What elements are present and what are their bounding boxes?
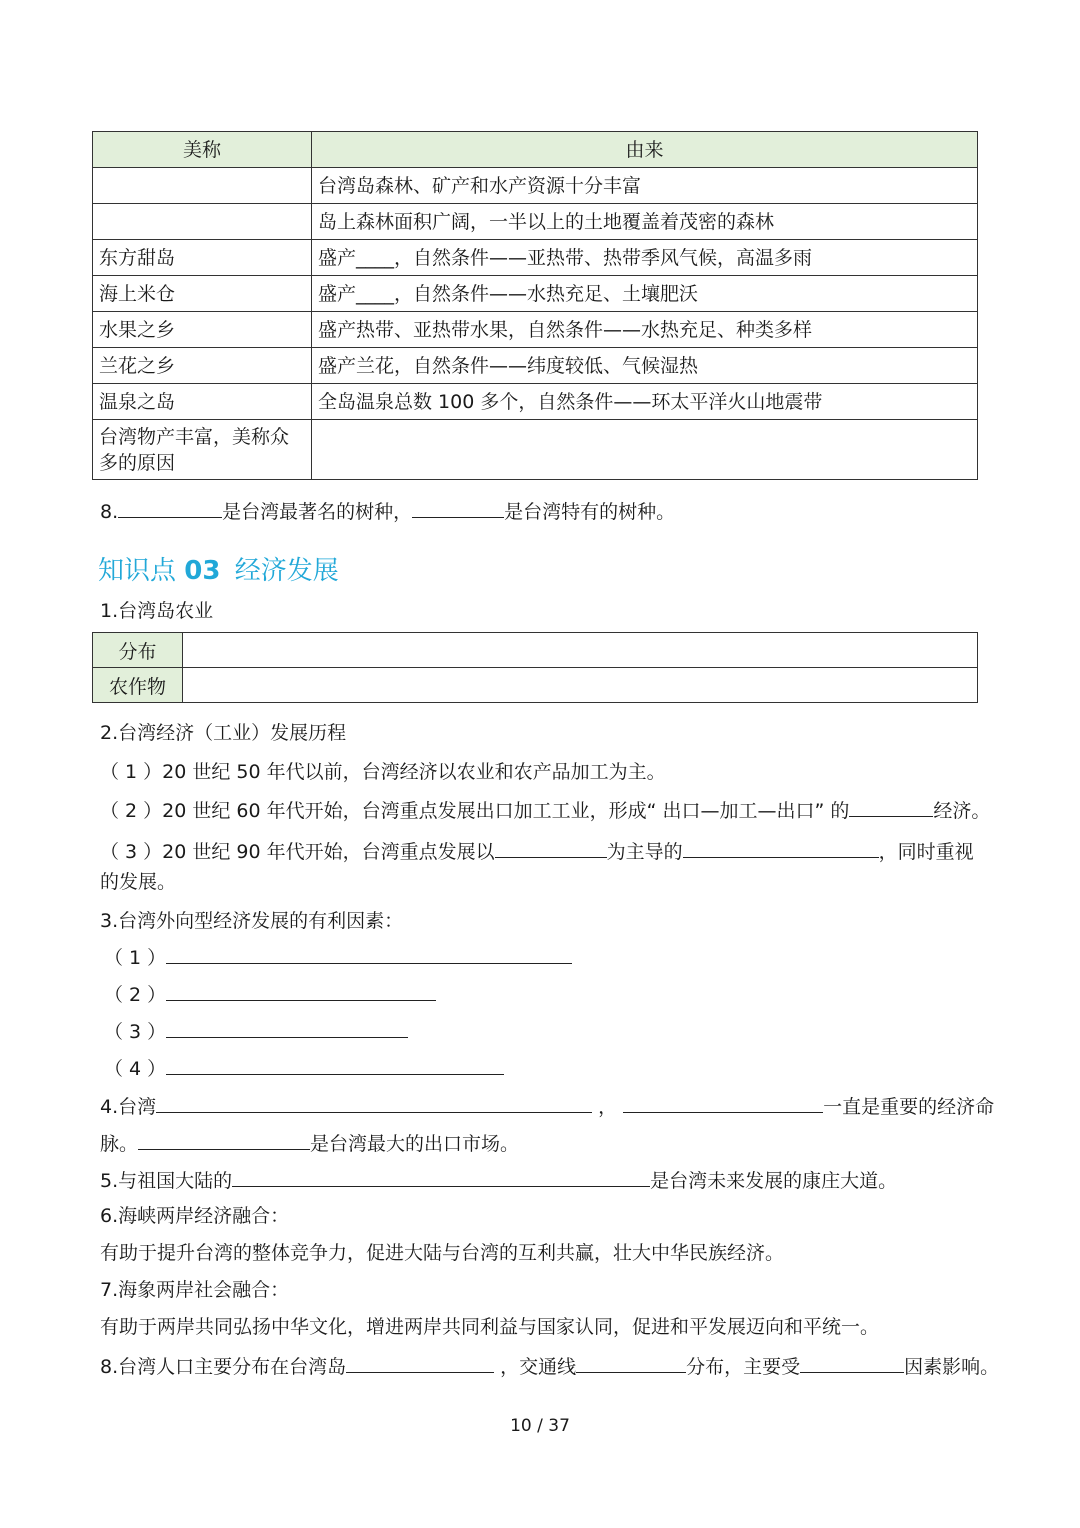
- answer-blank[interactable]: [166, 1017, 408, 1038]
- section-heading: [98, 550, 339, 587]
- econ-p2-end: 经济。: [933, 800, 991, 822]
- q5-end: 是台湾未来发展的康庄大道。: [650, 1170, 898, 1192]
- answer-blank[interactable]: [156, 1092, 592, 1113]
- answer-blank[interactable]: [166, 980, 436, 1001]
- table-row: [93, 204, 978, 240]
- q8b-end: 因素影响。: [904, 1356, 1000, 1378]
- q8-mid: 是台湾最著名的树种，: [222, 501, 413, 523]
- cell-name: 海上米仓: [93, 276, 312, 312]
- heading-number: 03: [184, 556, 221, 586]
- answer-blank[interactable]: [166, 1054, 504, 1075]
- answer-blank[interactable]: [683, 837, 879, 858]
- answer-blank[interactable]: [623, 1092, 823, 1113]
- econ-p3-mid: 为主导的: [606, 841, 683, 863]
- agriculture-table: [92, 632, 978, 703]
- factor-number: （ 4 ）: [104, 1058, 167, 1080]
- heading-title: 经济发展: [234, 556, 339, 586]
- cell-name: 水果之乡: [93, 312, 312, 348]
- answer-blank[interactable]: [495, 837, 607, 858]
- factor-item: [104, 980, 436, 1008]
- answer-blank[interactable]: [800, 1352, 904, 1373]
- q6-body: 有助于提升台湾的整体竞争力，促进大陆与台湾的互利共赢，壮大中华民族经济。: [100, 1242, 785, 1264]
- q8-suffix: 是台湾特有的树种。: [504, 501, 676, 523]
- cell-origin: [312, 420, 978, 480]
- factor-item: [104, 1017, 408, 1045]
- q4-end: 是台湾最大的出口市场。: [310, 1133, 520, 1155]
- answer-blank[interactable]: [118, 497, 222, 518]
- heading-prefix: 知识点: [98, 556, 177, 586]
- cell-name: 东方甜岛: [93, 240, 312, 276]
- table-header-row: [93, 132, 978, 168]
- question-4: [100, 1092, 994, 1120]
- cell-name: [93, 204, 312, 240]
- table-row: [93, 312, 978, 348]
- econ-p3-text: （ 3 ）20 世纪 90 年代开始，台湾重点发展以: [100, 841, 495, 863]
- table-row: [93, 276, 978, 312]
- cell-label: 农作物: [93, 668, 183, 703]
- cell-origin: 全岛温泉总数 100 多个，自然条件——环太平洋火山地震带: [312, 384, 978, 420]
- question-8-population: [100, 1352, 999, 1380]
- cell-origin: 盛产热带、亚热带水果，自然条件——水热充足、种类多样: [312, 312, 978, 348]
- cell-name: 温泉之岛: [93, 384, 312, 420]
- question-5: [100, 1166, 897, 1194]
- q4-text: 4.台湾: [100, 1096, 157, 1118]
- q8b-text: 8.台湾人口主要分布在台湾岛: [100, 1356, 347, 1378]
- econ-title: 2.台湾经济（工业）发展历程: [100, 722, 347, 744]
- answer-blank[interactable]: [138, 1129, 310, 1150]
- cell-origin: 盛产兰花，自然条件——纬度较低、气候湿热: [312, 348, 978, 384]
- nicknames-table: [92, 131, 978, 480]
- cell-value[interactable]: [183, 668, 978, 703]
- econ-p3-cont: 的发展。: [100, 871, 177, 893]
- table-row: [93, 633, 978, 668]
- question-4-cont: [100, 1129, 519, 1157]
- cell-name: 兰花之乡: [93, 348, 312, 384]
- answer-blank[interactable]: [412, 497, 504, 518]
- cell-origin: 岛上森林面积广阔，一半以上的土地覆盖着茂密的森林: [312, 204, 978, 240]
- table-row: [93, 168, 978, 204]
- q6-title: 6.海峡两岸经济融合：: [100, 1205, 290, 1227]
- factor-number: （ 2 ）: [104, 984, 167, 1006]
- cell-origin: 盛产____，自然条件——亚热带、热带季风气候，高温多雨: [312, 240, 978, 276]
- table-row: [93, 420, 978, 480]
- econ-p3: [100, 837, 974, 865]
- factor-number: （ 3 ）: [104, 1021, 167, 1043]
- cell-label: 分布: [93, 633, 183, 668]
- page-number: 10 / 37: [510, 1416, 570, 1436]
- cell-name: [93, 168, 312, 204]
- q8b-mid1: ，交通线: [500, 1356, 577, 1378]
- factor-number: （ 1 ）: [104, 947, 167, 969]
- answer-blank[interactable]: [576, 1352, 686, 1373]
- econ-p2-text: （ 2 ）20 世纪 60 年代开始，台湾重点发展出口加工工业，形成“ 出口—加工—出口” 的: [100, 800, 850, 822]
- question-8-trees: [100, 497, 675, 525]
- factor-item: [104, 1054, 504, 1082]
- econ-p1: （ 1 ）20 世纪 50 年代以前，台湾经济以农业和农产品加工为主。: [100, 761, 666, 783]
- cell-origin: 盛产____，自然条件——水热充足、土壤肥沃: [312, 276, 978, 312]
- factors-title: 3.台湾外向型经济发展的有利因素：: [100, 910, 404, 932]
- q8b-mid2: 分布，主要受: [686, 1356, 801, 1378]
- econ-p2: [100, 796, 990, 824]
- table-row: [93, 240, 978, 276]
- q7-body: 有助于两岸共同弘扬中华文化，增进两岸共同利益与国家认同，促进和平发展迈向和平统一。: [100, 1316, 880, 1338]
- q4-text-end: 一直是重要的经济命: [823, 1096, 995, 1118]
- answer-blank[interactable]: [346, 1352, 494, 1373]
- q8-prefix: 8.: [100, 501, 119, 523]
- q4-cont: 脉。: [100, 1133, 139, 1155]
- answer-blank[interactable]: [232, 1166, 650, 1187]
- factor-item: [104, 943, 572, 971]
- table-row: [93, 384, 978, 420]
- table-row: [93, 348, 978, 384]
- answer-blank[interactable]: [849, 796, 933, 817]
- q5-text: 5.与祖国大陆的: [100, 1170, 233, 1192]
- q7-title: 7.海象两岸社会融合：: [100, 1279, 290, 1301]
- header-origin: 由来: [312, 132, 978, 168]
- agri-title: 1.台湾岛农业: [100, 600, 214, 622]
- table-row: [93, 668, 978, 703]
- cell-origin: 台湾岛森林、矿产和水产资源十分丰富: [312, 168, 978, 204]
- cell-name: 台湾物产丰富，美称众多的原因: [93, 420, 312, 480]
- q4-comma: ，: [598, 1096, 618, 1118]
- answer-blank[interactable]: [166, 943, 572, 964]
- econ-p3-end: ，同时重视: [878, 841, 974, 863]
- cell-value[interactable]: [183, 633, 978, 668]
- header-name: 美称: [93, 132, 312, 168]
